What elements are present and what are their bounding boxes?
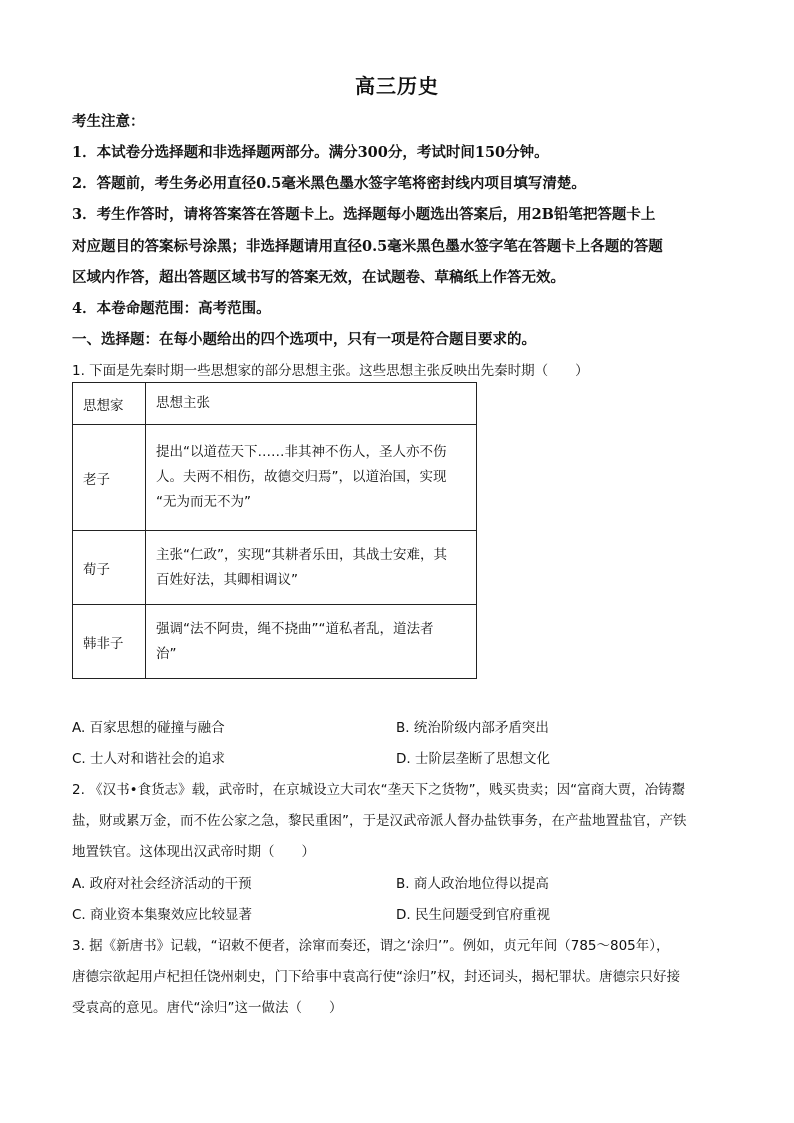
- notice-item-4: 4．本卷命题范围：高考范围。: [72, 300, 271, 317]
- idea-line: 强调“法不阿贵，绳不挠曲”“道私者乱，道法者: [156, 620, 434, 637]
- q2-option-b[interactable]: B. 商人政治地位得以提高: [396, 876, 549, 892]
- notice-item-3-cont: 对应题目的答案标号涂黑；非选择题请用直径0.5毫米黑色墨水签字笔在答题卡上各题的答题: [72, 238, 663, 255]
- table-header-cell: 思想主张: [146, 383, 477, 425]
- idea-line: 提出“以道莅天下……非其神不伤人，圣人亦不伤: [156, 444, 447, 460]
- table-row: [73, 531, 477, 605]
- q2-line-1: 2. 《汉书•食货志》载，武帝时，在京城设立大司农“垄天下之货物”，贱买贵卖；因“富商大贾，冶铸鬻: [72, 782, 686, 798]
- thinker-idea: [146, 605, 477, 679]
- q1-table: [72, 382, 477, 679]
- section-title: 一、选择题：在每小题给出的四个选项中，只有一项是符合题目要求的。: [72, 331, 536, 348]
- q3-line-3: 受袁高的意见。唐代“涂归”这一做法（ ）: [72, 1000, 343, 1016]
- idea-line: 人。夫两不相伤，故德交归焉”，以道治国，实现: [156, 469, 447, 485]
- notice-item-1: 1．本试卷分选择题和非选择题两部分。满分300分，考试时间150分钟。: [72, 144, 549, 161]
- q3-line-1: 3. 据《新唐书》记载，“诏敕不便者，涂窜而奏还，谓之‘涂归’”。例如，贞元年间（785～805年），: [72, 938, 670, 954]
- idea-line: 主张“仁政”，实现“其耕者乐田，其战士安难，其: [156, 546, 447, 563]
- thinker-idea: [146, 531, 477, 605]
- idea-line: 治”: [156, 645, 177, 662]
- idea-line: “无为而无不为”: [156, 494, 251, 510]
- table-row: [73, 605, 477, 679]
- thinker-idea: [146, 425, 477, 531]
- q2-option-c[interactable]: C. 商业资本集聚效应比较显著: [72, 907, 253, 923]
- thinker-name: 老子: [73, 425, 146, 531]
- q1-option-b[interactable]: B. 统治阶级内部矛盾突出: [396, 720, 549, 736]
- q1-option-d[interactable]: D. 士阶层垄断了思想文化: [396, 751, 550, 767]
- q2-line-2: 盐，财或累万金，而不佐公家之急，黎民重困”，于是汉武帝派人督办盐铁事务，在产盐地置盐官，产铁: [72, 813, 687, 829]
- notice-heading: 考生注意：: [72, 113, 145, 130]
- thinker-name: 韩非子: [73, 605, 146, 679]
- page-title: 高三历史: [355, 74, 439, 98]
- q2-option-d[interactable]: D. 民生问题受到官府重视: [396, 907, 550, 923]
- table-header-cell: 思想家: [73, 383, 146, 425]
- idea-line: 百姓好法，其卿相调议”: [156, 571, 298, 588]
- q1-stem: 1. 下面是先秦时期一些思想家的部分思想主张。这些思想主张反映出先秦时期（ ）: [72, 363, 589, 379]
- notice-item-2: 2．答题前，考生务必用直径0.5毫米黑色墨水签字笔将密封线内项目填写清楚。: [72, 175, 586, 192]
- q3-line-2: 唐德宗欲起用卢杞担任饶州刺史，门下给事中袁高行使“涂归”权，封还词头，揭杞罪状。唐德宗只好接: [72, 969, 680, 985]
- table-row: [73, 425, 477, 531]
- q1-option-c[interactable]: C. 士人对和谐社会的追求: [72, 751, 226, 767]
- table-header-row: [73, 383, 477, 425]
- thinker-name: 荀子: [73, 531, 146, 605]
- q2-line-3: 地置铁官。这体现出汉武帝时期（ ）: [72, 844, 315, 860]
- notice-item-3: 3．考生作答时，请将答案答在答题卡上。选择题每小题选出答案后，用2B铅笔把答题卡上: [72, 206, 656, 223]
- notice-item-3-cont2: 区域内作答，超出答题区域书写的答案无效，在试题卷、草稿纸上作答无效。: [72, 269, 565, 286]
- q1-option-a[interactable]: A. 百家思想的碰撞与融合: [72, 720, 225, 736]
- q2-option-a[interactable]: A. 政府对社会经济活动的干预: [72, 876, 252, 892]
